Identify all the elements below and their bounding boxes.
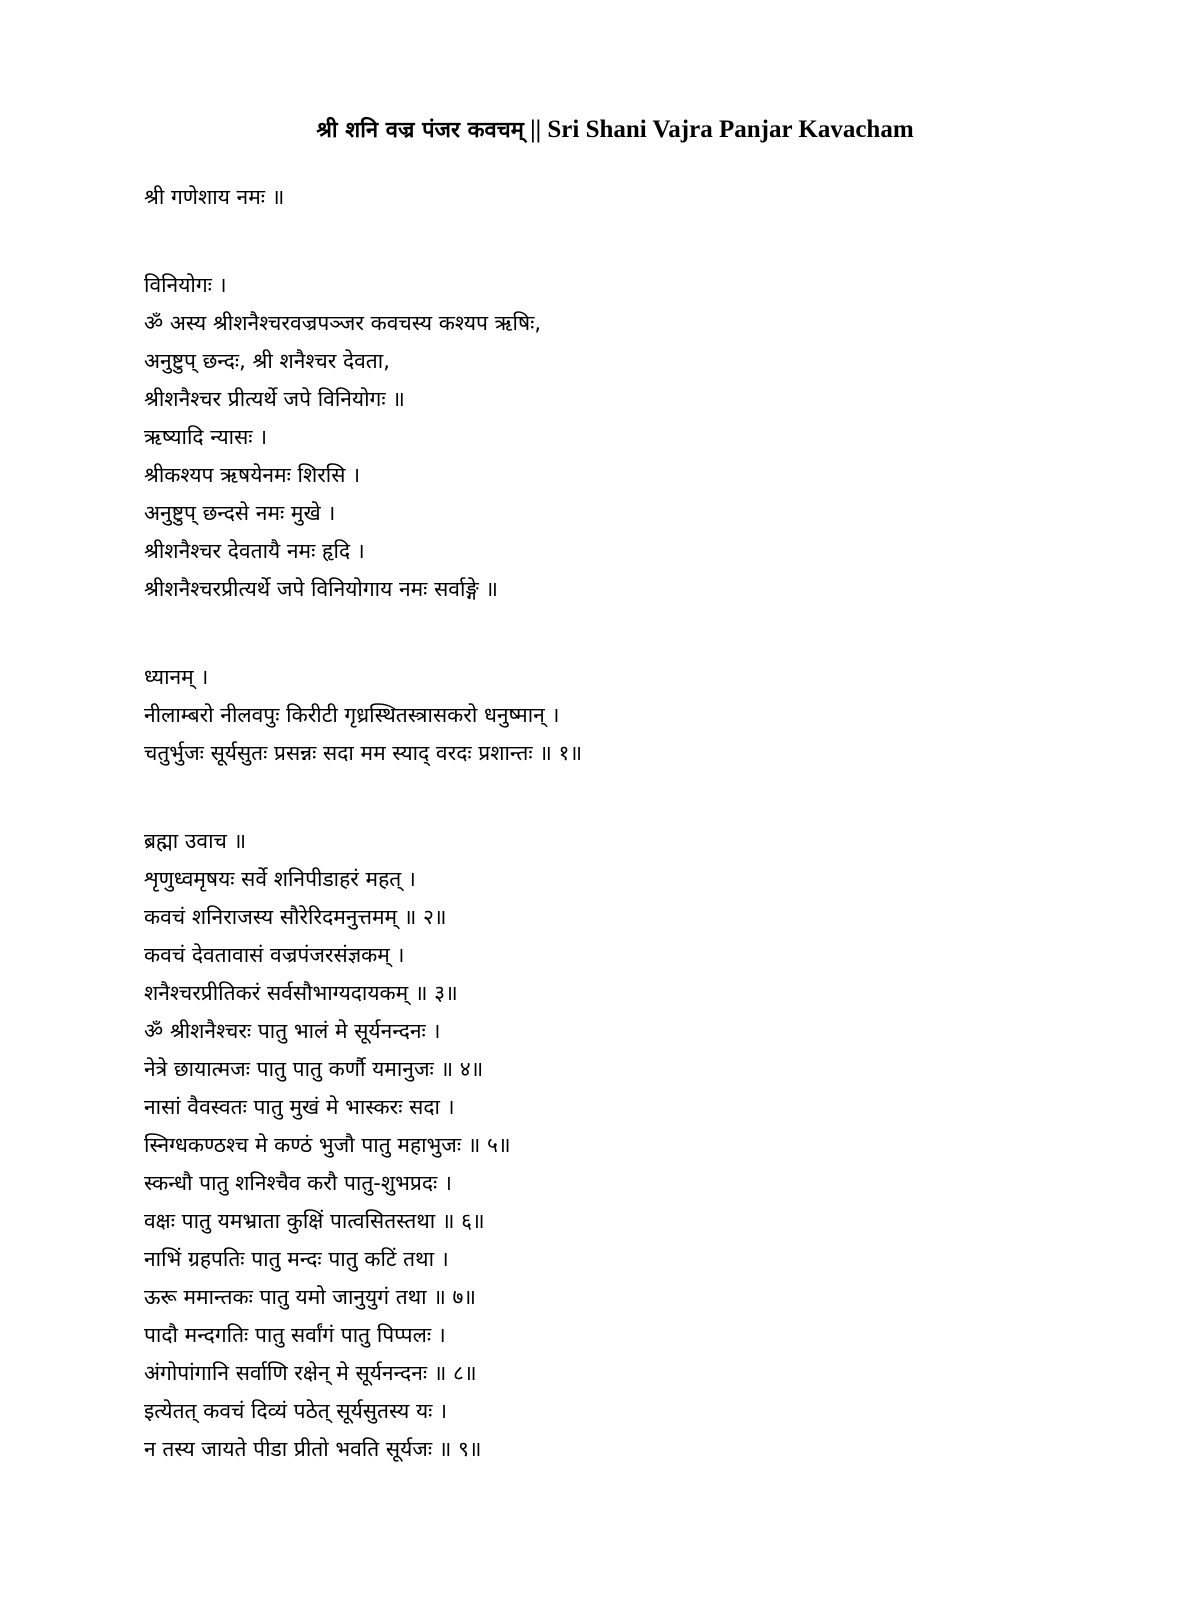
spacer: [144, 772, 1144, 822]
verse-line: स्निग्धकण्ठश्च मे कण्ठं भुजौ पातु महाभुजः ॥ ५॥: [144, 1133, 511, 1157]
title-english: Sri Shani Vajra Panjar Kavacham: [547, 116, 914, 143]
verse-line: नासां वैवस्वतः पातु मुखं मे भास्करः सदा ।: [144, 1095, 455, 1119]
verse-line: ऋष्यादि न्यासः ।: [144, 425, 268, 449]
verse-line: ऊरू ममान्तकः पातु यमो जानुयुगं तथा ॥ ७॥: [144, 1285, 476, 1309]
verse-line: पादौ मन्दगतिः पातु सर्वांगं पातु पिप्पलः ।: [144, 1323, 446, 1347]
verse-line: श्रीशनैश्चरप्रीत्यर्थे जपे विनियोगाय नमः सर्वाङ्गे ॥: [144, 577, 498, 601]
verse-line: कवचं देवतावासं वज्रपंजरसंज्ञकम् ।: [144, 943, 405, 967]
verse-line: ब्रह्मा उवाच ॥: [144, 829, 247, 853]
invocation-line: श्री गणेशाय नमः ॥: [144, 185, 285, 209]
verse-line: नेत्रे छायात्मजः पातु पातु कर्णौ यमानुजः ॥ ४॥: [144, 1057, 484, 1081]
verse-line: विनियोगः ।: [144, 273, 227, 297]
verse-line: श्रीकश्यप ऋषयेनमः शिरसि ।: [144, 463, 361, 487]
spacer: [144, 608, 1144, 658]
verse-line: चतुर्भुजः सूर्यसुतः प्रसन्नः सदा मम स्याद् वरदः प्रशान्तः ॥ १॥: [144, 741, 583, 765]
dhyanam-section: [144, 658, 1144, 772]
verse-line: अंगोपांगानि सर्वाणि रक्षेन् मे सूर्यनन्दनः ॥ ८॥: [144, 1361, 477, 1385]
verse-line: अनुष्टुप् छन्दसे नमः मुखे ।: [144, 501, 336, 525]
verse-line: नीलाम्बरो नीलवपुः किरीटी गृध्रस्थितस्त्रासकरो धनुष्मान् ।: [144, 703, 560, 727]
verse-line: इत्येतत् कवचं दिव्यं पठेत् सूर्यसुतस्य यः ।: [144, 1399, 448, 1423]
verse-line: न तस्य जायते पीडा प्रीतो भवति सूर्यजः ॥ ९॥: [144, 1437, 482, 1461]
verse-line: वक्षः पातु यमभ्राता कुक्षिं पात्वसितस्तथा ॥ ६॥: [144, 1209, 485, 1233]
verse-line: ॐ श्रीशनैश्चरः पातु भालं मे सूर्यनन्दनः ।: [144, 1019, 441, 1043]
verse-line: ध्यानम् ।: [144, 665, 209, 689]
verse-line: नाभिं ग्रहपतिः पातु मन्दः पातु कटिं तथा ।: [144, 1247, 449, 1271]
document-body: [144, 178, 1144, 1468]
verse-line: श्रीशनैश्चर प्रीत्यर्थे जपे विनियोगः ॥: [144, 387, 405, 411]
verse-line: अनुष्टुप् छन्दः, श्री शनैश्चर देवता,: [144, 349, 390, 373]
title-separator: ||: [523, 116, 548, 143]
kavacham-section: [144, 822, 1144, 1468]
verse-line: श्रीशनैश्चर देवतायै नमः हृदि ।: [144, 539, 365, 563]
document-title: [0, 112, 1200, 149]
verse-line: शृणुध्वमृषयः सर्वे शनिपीडाहरं महत् ।: [144, 867, 416, 891]
verse-line: शनैश्चरप्रीतिकरं सर्वसौभाग्यदायकम् ॥ ३॥: [144, 981, 458, 1005]
viniyoga-section: [144, 266, 1144, 608]
spacer: [144, 216, 1144, 266]
verse-line: कवचं शनिराजस्य सौरेरिदमनुत्तमम् ॥ २॥: [144, 905, 447, 929]
verse-line: स्कन्धौ पातु शनिश्चैव करौ पातु-शुभप्रदः ।: [144, 1171, 452, 1195]
verse-line: ॐ अस्य श्रीशनैश्चरवज्रपञ्जर कवचस्य कश्यप ऋषिः,: [144, 311, 542, 335]
title-devanagari: श्री शनि वज्र पंजर कवचम्: [316, 118, 524, 143]
